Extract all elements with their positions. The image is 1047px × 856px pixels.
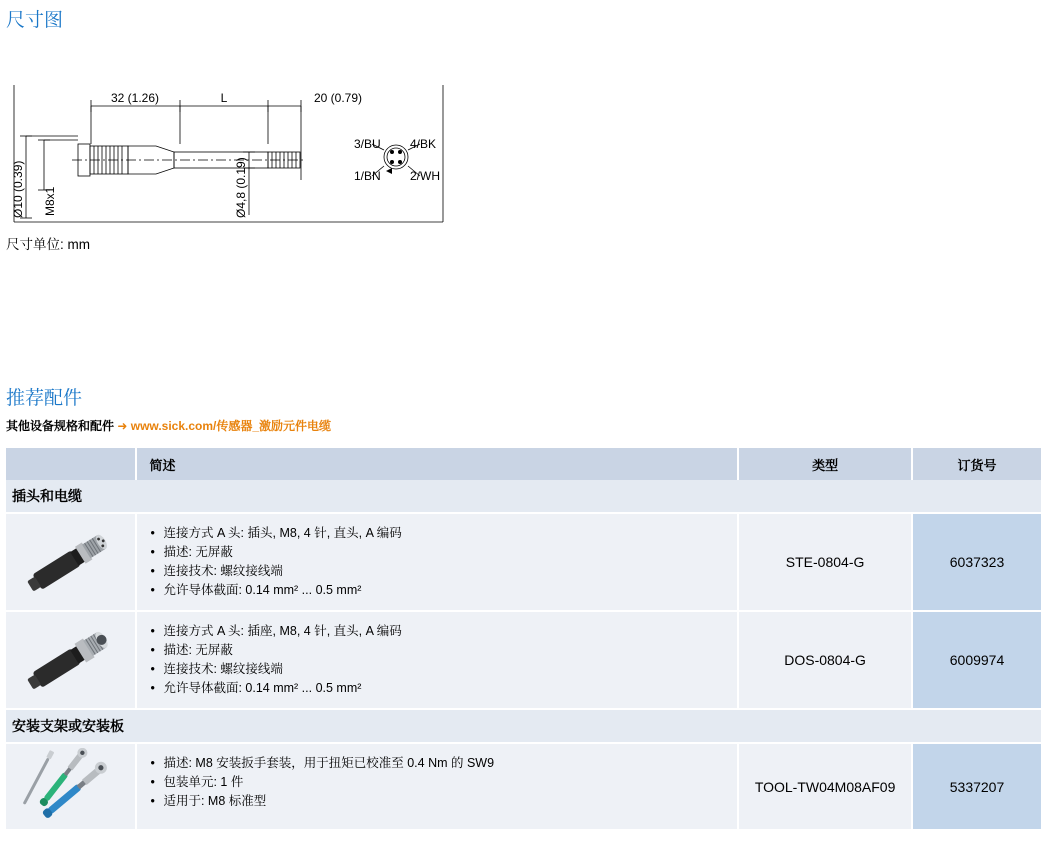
bullet-item: • 描述: M8 安装扳手套装，用于扭矩已校准至 0.4 Nm 的 SW9 [149,754,729,772]
pin-label-1: 1/BN [354,169,381,183]
pin-label-3: 3/BU [354,137,381,151]
arrow-icon: ➜ [117,419,128,433]
accessories-note [6,417,331,434]
description-cell [136,513,738,611]
order-no-cell: 6009974 [912,611,1041,709]
header-type: 类型 [738,448,912,480]
order-no-cell: 6037323 [912,513,1041,611]
m8-female-connector-icon [19,620,123,698]
bullet-item: • 连接方式 A 头: 插座, M8, 4 针, 直头, A 编码 [149,622,729,640]
dimension-unit-note: 尺寸单位: mm [6,237,90,252]
group-label: 插头和电缆 [6,480,1041,513]
bullet-item: • 允许导体截面: 0.14 mm² ... 0.5 mm² [149,679,729,697]
accessories-link[interactable]: www.sick.com/传感器_激励元件电缆 [130,419,332,433]
header-image [6,448,136,480]
description-bullets [149,524,729,599]
bullet-item: • 描述: 无屏蔽 [149,543,729,561]
pin-label-4: 4/BK [410,137,437,151]
bullet-item: • 连接技术: 螺纹接线端 [149,660,729,678]
table-row [6,513,1041,611]
table-group-header [6,480,1041,513]
product-image-cell [6,611,136,709]
dim-label-20: 20 (0.79) [313,91,363,105]
bullet-item: • 适用于: M8 标准型 [149,792,729,810]
type-cell: TOOL-TW04M08AF09 [738,743,912,830]
m8-male-connector-icon [19,522,123,600]
dim-label-m8: M8x1 [43,186,57,216]
dimension-drawing [6,40,446,230]
type-cell: STE-0804-G [738,513,912,611]
accessories-table [6,448,1041,831]
description-bullets [149,622,729,697]
header-order-no: 订货号 [912,448,1041,480]
dim-label-L: L [220,91,228,105]
table-row [6,743,1041,830]
dimensions-section-title: 尺寸图 [6,10,64,31]
bullet-item: • 连接技术: 螺纹接线端 [149,562,729,580]
type-cell: DOS-0804-G [738,611,912,709]
pin-label-2: 2/WH [410,169,440,183]
dim-label-d48: Ø4,8 (0.19) [234,157,248,218]
torque-wrench-set-icon [19,748,123,822]
bullet-item: • 描述: 无屏蔽 [149,641,729,659]
product-image-cell [6,513,136,611]
accessories-note-text: 其他设备规格和配件 [6,419,115,433]
dim-label-d10: Ø10 (0.39) [11,160,25,218]
table-header-row [6,448,1041,480]
description-cell [136,611,738,709]
description-cell [136,743,738,830]
bullet-item: • 允许导体截面: 0.14 mm² ... 0.5 mm² [149,581,729,599]
accessories-section-title: 推荐配件 [6,388,83,409]
header-description: 简述 [136,448,738,480]
group-label: 安装支架或安装板 [6,709,1041,743]
bullet-item: • 包装单元: 1 件 [149,773,729,791]
table-group-header [6,709,1041,743]
description-bullets [149,754,729,810]
order-no-cell: 5337207 [912,743,1041,830]
product-image-cell [6,743,136,830]
bullet-item: • 连接方式 A 头: 插头, M8, 4 针, 直头, A 编码 [149,524,729,542]
dim-label-32: 32 (1.26) [110,91,160,105]
table-row [6,611,1041,709]
